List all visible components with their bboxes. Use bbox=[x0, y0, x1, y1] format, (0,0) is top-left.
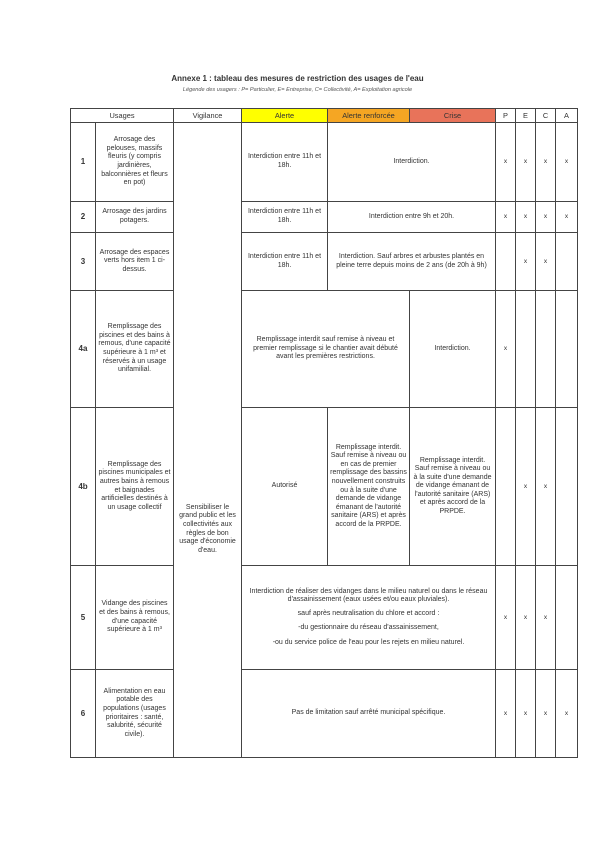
p-cell: x bbox=[496, 566, 516, 670]
measure-cell: Pas de limitation sauf arrêté municipal spécifique. bbox=[242, 670, 496, 758]
e-cell: x bbox=[516, 670, 536, 758]
p-cell bbox=[496, 408, 516, 566]
usage-cell: Arrosage des espaces verts hors item 1 ci-dessus. bbox=[96, 233, 174, 291]
usage-cell: Arrosage des pelouses, massifs fleuris (y compris jardinières, balconnières et fleurs en pot) bbox=[96, 123, 174, 202]
measure-cell: Interdiction. bbox=[328, 123, 496, 202]
e-cell bbox=[516, 291, 536, 408]
header-crise: Crise bbox=[410, 109, 496, 123]
row-number: 3 bbox=[71, 233, 96, 291]
table-row bbox=[71, 408, 578, 566]
header-vigilance: Vigilance bbox=[174, 109, 242, 123]
measure-line: Interdiction de réaliser des vidanges dans le milieu naturel ou dans le réseau d'assainissement (eaux usées et/ou eaux pluviales). bbox=[249, 587, 488, 604]
p-cell: x bbox=[496, 670, 516, 758]
restriction-table bbox=[70, 108, 578, 758]
a-cell: x bbox=[556, 123, 578, 202]
a-cell: x bbox=[556, 202, 578, 233]
row-number: 4a bbox=[71, 291, 96, 408]
alerte-cell: Autorisé bbox=[242, 408, 328, 566]
usage-cell: Remplissage des piscines et des bains à remous, d'une capacité supérieure à 1 m³ et réservés à un usage unifamilial. bbox=[96, 291, 174, 408]
a-cell bbox=[556, 233, 578, 291]
a-cell bbox=[556, 408, 578, 566]
usage-cell: Alimentation en eau potable des populations (usages prioritaires : santé, salubrité, sécurité civile). bbox=[96, 670, 174, 758]
measure-line: sauf après neutralisation du chlore et accord : bbox=[297, 609, 440, 617]
measure-cell: Interdiction. Sauf arbres et arbustes plantés en pleine terre depuis moins de 2 ans (de 20h à 9h) bbox=[328, 233, 496, 291]
c-cell: x bbox=[536, 123, 556, 202]
e-cell: x bbox=[516, 566, 536, 670]
measure-cell: Interdiction entre 9h et 20h. bbox=[328, 202, 496, 233]
row-number: 1 bbox=[71, 123, 96, 202]
usage-cell: Remplissage des piscines municipales et autres bains à remous et baignades artificielles destinés à un usage collectif bbox=[96, 408, 174, 566]
table-row bbox=[71, 202, 578, 233]
c-cell: x bbox=[536, 670, 556, 758]
table-row bbox=[71, 123, 578, 202]
row-number: 5 bbox=[71, 566, 96, 670]
p-cell: x bbox=[496, 291, 516, 408]
row-number: 2 bbox=[71, 202, 96, 233]
a-cell bbox=[556, 566, 578, 670]
header-usages: Usages bbox=[71, 109, 174, 123]
header-c: C bbox=[536, 109, 556, 123]
table-row bbox=[71, 566, 578, 670]
c-cell: x bbox=[536, 566, 556, 670]
e-cell: x bbox=[516, 408, 536, 566]
a-cell bbox=[556, 291, 578, 408]
c-cell bbox=[536, 291, 556, 408]
e-cell: x bbox=[516, 123, 536, 202]
alerte-renforcee-cell: Remplissage interdit. Sauf remise à niveau ou en cas de premier remplissage des bassins nouvellement construits ou à la suite d'une demande de vidange émanant de l'autorité sanitaire (ARS) et après accord de la PRPDE. bbox=[328, 408, 410, 566]
measure-line: -du gestionnaire du réseau d'assainissement, bbox=[298, 624, 439, 632]
c-cell: x bbox=[536, 408, 556, 566]
e-cell: x bbox=[516, 202, 536, 233]
header-alerte-renforcee: Alerte renforcée bbox=[328, 109, 410, 123]
page-title: Annexe 1 : tableau des mesures de restriction des usages de l'eau bbox=[171, 74, 424, 83]
measure-cell bbox=[242, 566, 496, 670]
crise-cell: Remplissage interdit. Sauf remise à niveau ou à la suite d'une demande de vidange émanant de l'autorité sanitaire (ARS) et après accord de la PRPDE. bbox=[410, 408, 496, 566]
measure-line: -ou du service police de l'eau pour les rejets en milieu naturel. bbox=[272, 638, 465, 646]
vigilance-cell: Sensibiliser le grand public et les collectivités aux règles de bon usage d'économie d'eau. bbox=[174, 123, 242, 758]
crise-cell: Interdiction. bbox=[410, 291, 496, 408]
e-cell: x bbox=[516, 233, 536, 291]
p-cell bbox=[496, 233, 516, 291]
table-row bbox=[71, 291, 578, 408]
header-alerte: Alerte bbox=[242, 109, 328, 123]
row-number: 4b bbox=[71, 408, 96, 566]
usage-cell: Vidange des piscines et des bains à remous, d'une capacité supérieure à 1 m³ bbox=[96, 566, 174, 670]
alerte-cell: Interdiction entre 11h et 18h. bbox=[242, 233, 328, 291]
usage-cell: Arrosage des jardins potagers. bbox=[96, 202, 174, 233]
header-p: P bbox=[496, 109, 516, 123]
p-cell: x bbox=[496, 123, 516, 202]
alerte-cell: Interdiction entre 11h et 18h. bbox=[242, 202, 328, 233]
table-row bbox=[71, 233, 578, 291]
legend: Légende des usagers : P= Particulier, E= Entreprise, C= Collectivité, A= Exploitation agricole bbox=[182, 87, 413, 93]
header-row bbox=[71, 109, 578, 123]
header-e: E bbox=[516, 109, 536, 123]
a-cell: x bbox=[556, 670, 578, 758]
row-number: 6 bbox=[71, 670, 96, 758]
alerte-cell: Interdiction entre 11h et 18h. bbox=[242, 123, 328, 202]
table-row bbox=[71, 670, 578, 758]
p-cell: x bbox=[496, 202, 516, 233]
header-a: A bbox=[556, 109, 578, 123]
alerte-renforcee-cell: Remplissage interdit sauf remise à niveau et premier remplissage si le chantier avait débuté avant les premières restrictions. bbox=[242, 291, 410, 408]
c-cell: x bbox=[536, 233, 556, 291]
c-cell: x bbox=[536, 202, 556, 233]
